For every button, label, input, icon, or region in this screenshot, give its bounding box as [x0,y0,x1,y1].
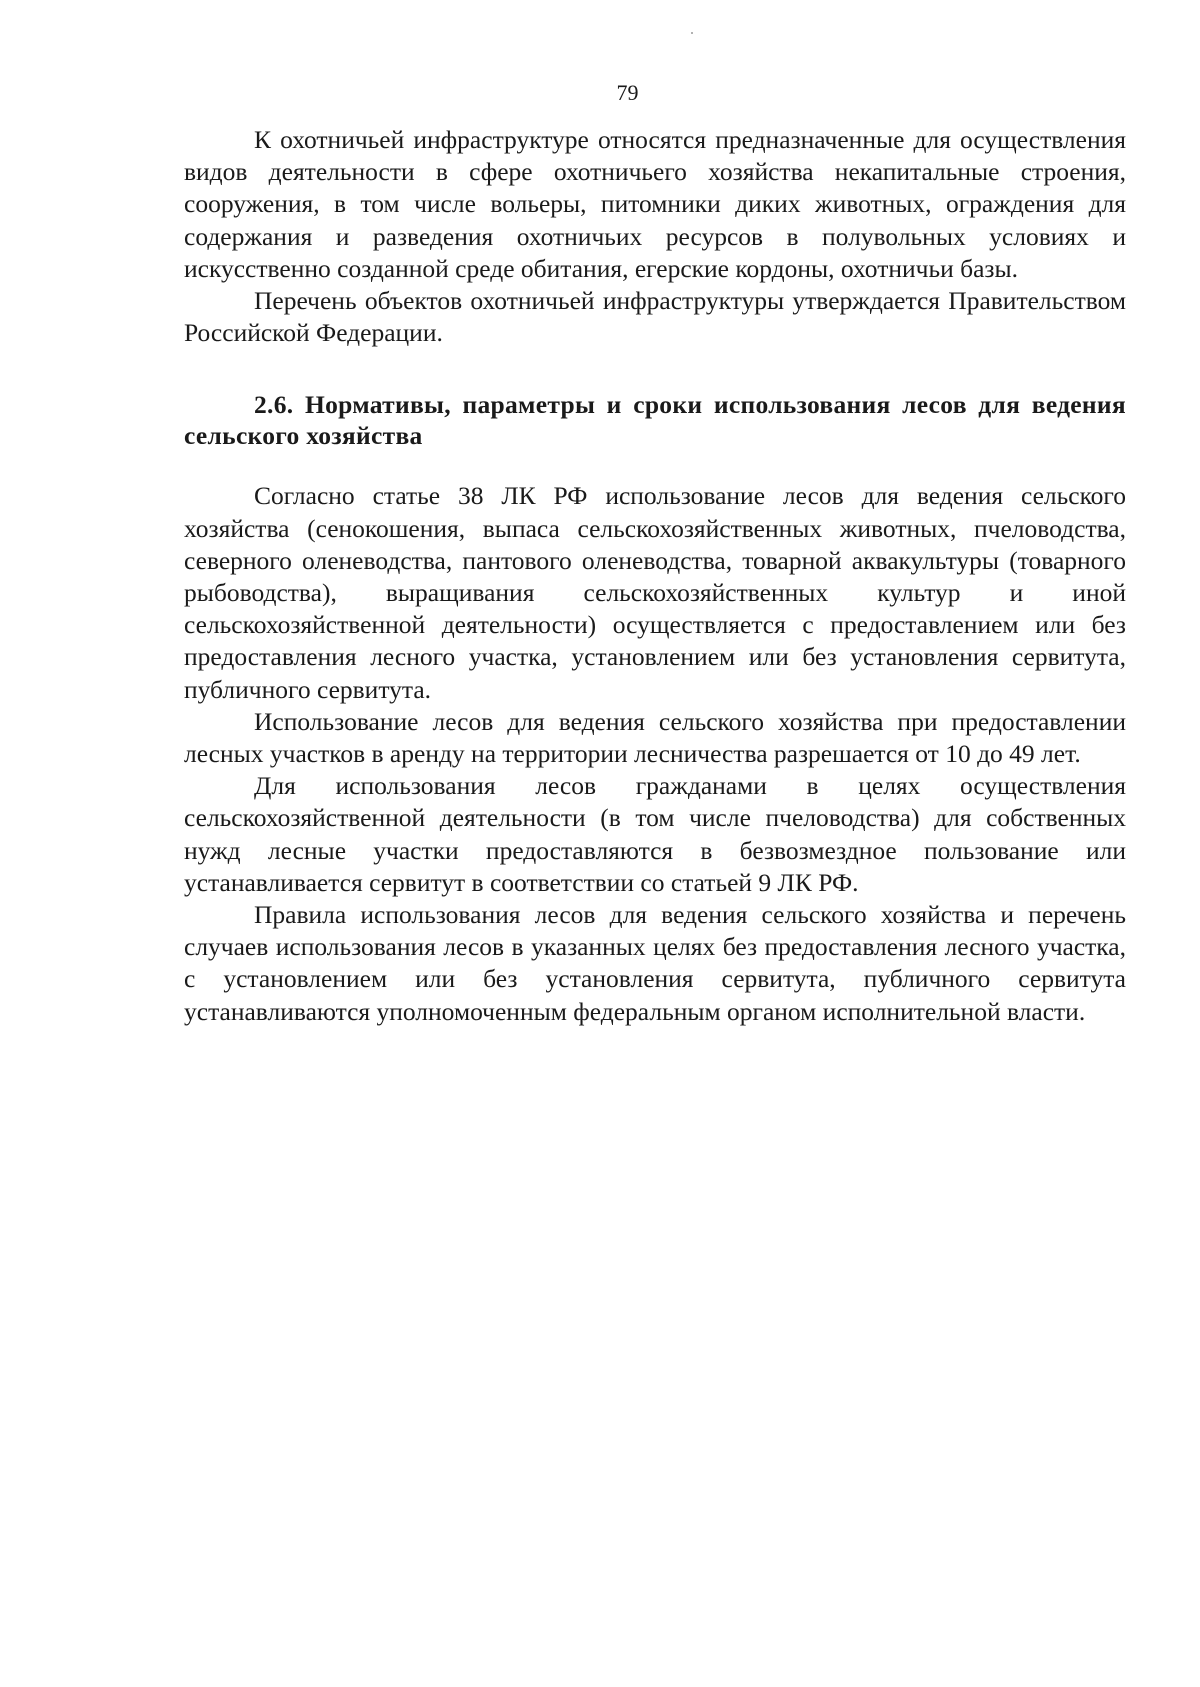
paragraph-infrastructure-list: Перечень объектов охотничьей инфраструктуры утверждается Правительством Российской Федерации. [184,286,1126,348]
paragraph-lease-term: Использование лесов для ведения сельского хозяйства при предоставлении лесных участков в аренду на территории лесничества разрешается от 10 до 49 лет. [184,706,1126,769]
section-heading: 2.6. Нормативы, параметры и сроки использования лесов для ведения сельского хозяйства [184,390,1126,451]
page-body [184,124,1126,1028]
paragraph-citizens-use: Для использования лесов гражданами в целях осуществления сельскохозяйственной деятельности (в том числе пчеловодства) для собственных нужд лесные участки предоставляются в безвозмездное пользование или устанавливается сервитут в соответствии со статьей 9 ЛК РФ. [184,771,1126,897]
page-number: 79 [616,80,639,105]
paragraph-rules: Правила использования лесов для ведения сельского хозяйства и перечень случаев использования лесов в указанных целях без предоставления лесного участка, с установлением или без установления сервитута, публичного сервитута устанавливаются уполномоченным федеральным органом исполнительной власти. [184,900,1126,1026]
scan-artifact-dot [691,32,693,34]
paragraph-hunting-infrastructure: К охотничьей инфраструктуре относятся предназначенные для осуществления видов деятельности в сфере охотничьего хозяйства некапитальные строения, сооружения, в том числе вольеры, питомники диких животных, ограждения для содержания и разведения охотничьих ресурсов в полувольных условиях и искусственно созданной среде обитания, егерские кордоны, охотничьи базы. [184,125,1126,283]
paragraph-article-38: Согласно статье 38 ЛК РФ использование лесов для ведения сельского хозяйства (сенокошения, выпаса сельскохозяйственных животных, пчеловодства, северного оленеводства, пантового оленеводства, товарной аквакультуры (товарного рыбоводства), выращивания сельскохозяйственных культур и иной сельскохозяйственной деятельности) осуществляется с предоставлением или без предоставления лесного участка, установлением или без установления сервитута, публичного сервитута. [184,481,1126,704]
